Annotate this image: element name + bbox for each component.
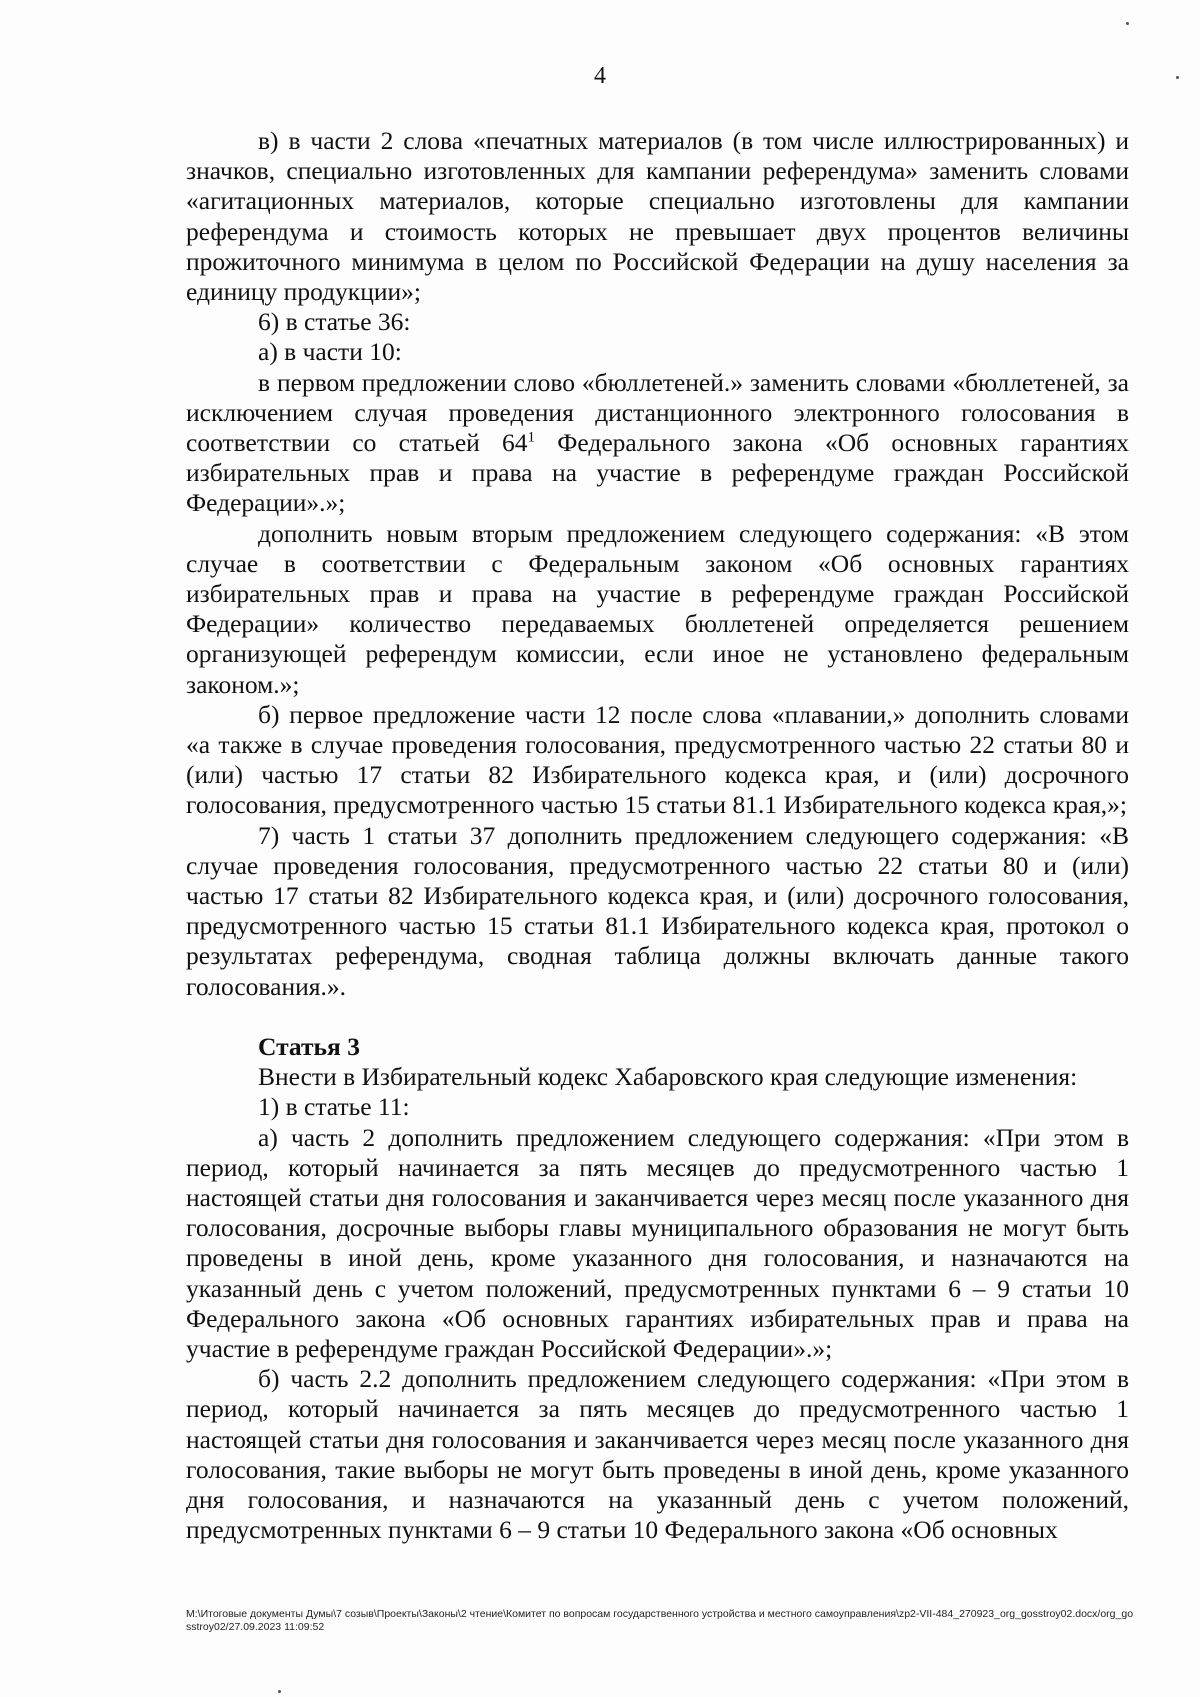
section-spacer <box>186 1002 1129 1032</box>
paragraph-item-b-part-2-2: б) часть 2.2 дополнить предложением следующего содержания: «При этом в период, который начинается за пять месяцев до предусмотренного частью 1 настоящей статьи дня голосования и заканчивается через месяц после указанного дня голосования, такие выборы не могут быть проведены в иной день, кроме указанного дня голосования, и назначаются на указанный день с учетом положений, предусмотренных пунктами 6 – 9 статьи 10 Федерального закона «Об основных <box>186 1364 1129 1545</box>
paragraph-first-sentence-end: Федерального закона «Об основных гарантиях избирательных прав и права на участие в референдуме граждан Российской Федерации».»; <box>186 428 1129 518</box>
scan-speck <box>1176 76 1179 79</box>
paragraph-first-sentence-start: в первом предложении слово «бюллетеней.» заменить словами «бюллетеней, за исключением случая проведения дистанционного электронного голосования в соответствии со статьей 64 <box>186 367 1129 458</box>
paragraph-item-1: 1) в статье 11: <box>258 1092 410 1122</box>
article-heading: Статья 3 <box>258 1031 360 1061</box>
paragraph-item-a-part-10: а) в части 10: <box>258 337 402 367</box>
paragraph-first-sentence <box>186 368 1129 519</box>
scan-speck <box>1126 22 1129 25</box>
paragraph-item-7: 7) часть 1 статьи 37 дополнить предложением следующего содержания: «В случае проведения голосования, предусмотренного частью 22 статьи 80 и (или) частью 17 статьи 82 Избирательного кодекса края, и (или) досрочного голосования, предусмотренного частью 15 статьи 81.1 Избирательного кодекса края, протокол о результатах референдума, сводная таблица должны включать данные такого голосования.». <box>186 820 1129 1001</box>
document-body <box>186 126 1129 1545</box>
paragraph-second-sentence: дополнить новым вторым предложением следующего содержания: «В этом случае в соответствии с Федеральным законом «Об основных гарантиях избирательных прав и права на участие в референдуме граждан Российской Федерации» количество передаваемых бюллетеней определяется решением организующей референдум комиссии, если иное не установлено федеральным законом.»; <box>186 518 1129 699</box>
page-number: 4 <box>594 63 606 89</box>
paragraph-v-part-2: в) в части 2 слова «печатных материалов (в том числе иллюстрированных) и значков, специально изготовленных для кампании референдума» заменить словами «агитационных материалов, которые специально изготовлены для кампании референдума и стоимость которых не превышает двух процентов величины прожиточного минимума в целом по Российской Федерации на душу населения за единицу продукции»; <box>186 126 1129 307</box>
paragraph-amendments-intro: Внести в Избирательный кодекс Хабаровского края следующие изменения: <box>258 1062 1078 1092</box>
paragraph-item-a-part-2: а) часть 2 дополнить предложением следующего содержания: «При этом в период, который начинается за пять месяцев до предусмотренного частью 1 настоящей статьи дня голосования и заканчивается через месяц после указанного дня голосования, досрочные выборы главы муниципального образования не могут быть проведены в иной день, кроме указанного дня голосования, и назначаются на указанный день с учетом положений, предусмотренных пунктами 6 – 9 статьи 10 Федерального закона «Об основных гарантиях избирательных прав и права на участие в референдуме граждан Российской Федерации».»; <box>186 1122 1129 1363</box>
paragraph-item-6: 6) в статье 36: <box>258 307 411 337</box>
superscript-index: 1 <box>527 429 536 446</box>
scan-speck <box>278 1690 281 1693</box>
paragraph-item-b-part-12: б) первое предложение части 12 после слова «плавании,» дополнить словами «а также в случае проведения голосования, предусмотренного частью 22 статьи 80 и (или) частью 17 статьи 82 Избирательного кодекса края, и (или) досрочного голосования, предусмотренного частью 15 статьи 81.1 Избирательного кодекса края,»; <box>186 699 1129 820</box>
file-path-footer: M:\Итоговые документы Думы\7 созыв\Проекты\Законы\2 чтение\Комитет по вопросам государственного устройства и местного самоуправления\zp2-VII-484_270923_org_gosstroy02.docx/org_gosstroy02/27.09.2023 11:09:52 <box>186 1608 1134 1633</box>
